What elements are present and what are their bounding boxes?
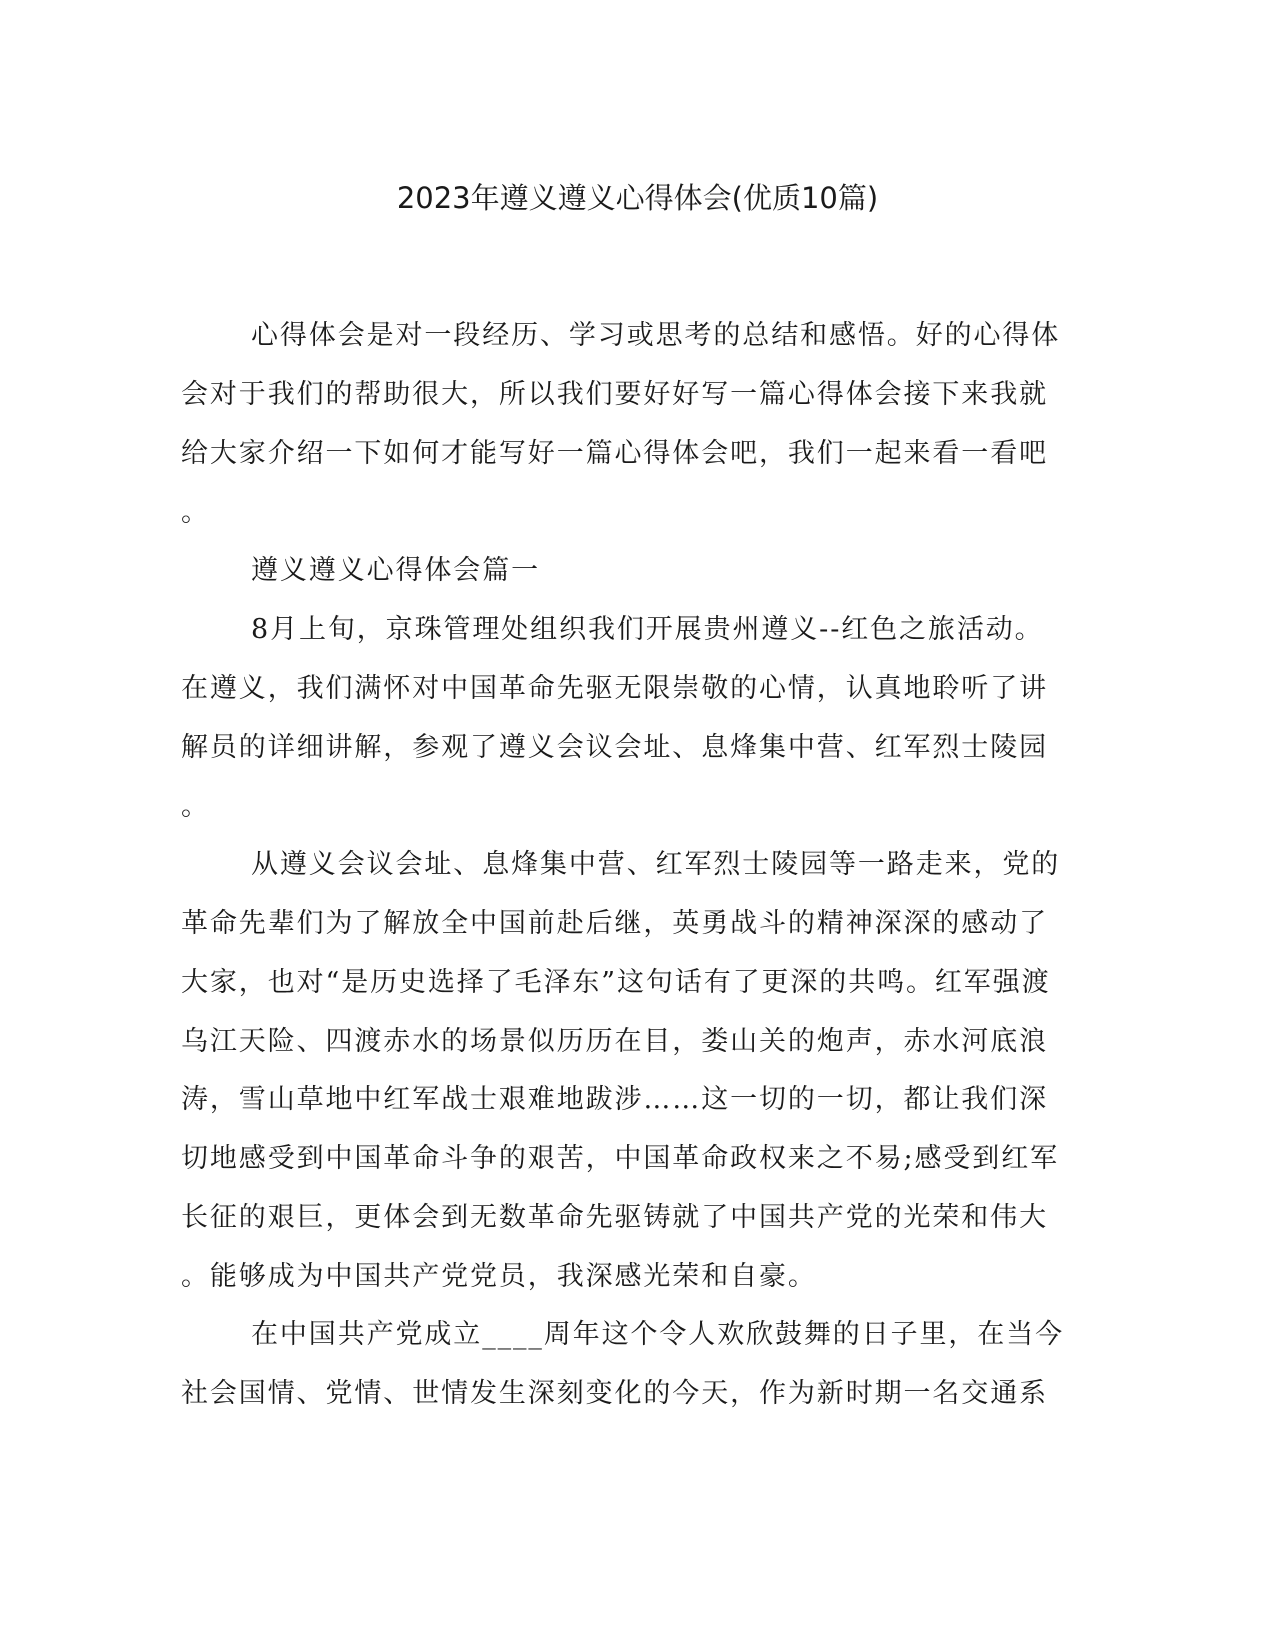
body-line-3: 给大家介绍一下如何才能写好一篇心得体会吧，我们一起来看一看吧 — [181, 438, 1048, 469]
body-line-18: 社会国情、党情、世情发生深刻变化的今天，作为新时期一名交通系 — [181, 1378, 1048, 1409]
body-line-10: 革命先辈们为了解放全中国前赴后继，英勇战斗的精神深深的感动了 — [181, 908, 1048, 939]
body-line-14: 切地感受到中国革命斗争的艰苦，中国革命政权来之不易;感受到红军 — [181, 1143, 1059, 1174]
document-title: 2023年遵义遵义心得体会(优质10篇) — [396, 181, 879, 215]
body-line-13: 涛，雪山草地中红军战士艰难地跋涉……这一切的一切，都让我们深 — [181, 1084, 1048, 1115]
body-line-12: 乌江天险、四渡赤水的场景似历历在目，娄山关的炮声，赤水河底浪 — [181, 1026, 1048, 1057]
body-line-8: 。 — [181, 791, 210, 822]
body-line-2: 会对于我们的帮助很大，所以我们要好好写一篇心得体会接下来我就 — [181, 379, 1048, 410]
body-line-1: 心得体会是对一段经历、学习或思考的总结和感悟。好的心得体 — [251, 320, 1061, 351]
body-line-5: 8月上旬，京珠管理处组织我们开展贵州遵义--红色之旅活动。 — [251, 614, 1044, 645]
body-line-11: 大家，也对“是历史选择了毛泽东”这句话有了更深的共鸣。红军强渡 — [181, 967, 1051, 998]
body-line-17: 在中国共产党成立____周年这个令人欢欣鼓舞的日子里，在当今 — [251, 1319, 1064, 1350]
body-line-6: 在遵义，我们满怀对中国革命先驱无限崇敬的心情，认真地聆听了讲 — [181, 673, 1048, 704]
body-line-15: 长征的艰巨，更体会到无数革命先驱铸就了中国共产党的光荣和伟大 — [181, 1202, 1048, 1233]
body-line-4: 。 — [181, 497, 210, 528]
body-line-7: 解员的详细讲解，参观了遵义会议会址、息烽集中营、红军烈士陵园 — [181, 732, 1048, 763]
body-line-9: 从遵义会议会址、息烽集中营、红军烈士陵园等一路走来，党的 — [251, 849, 1061, 880]
section-heading-1: 遵义遵义心得体会篇一 — [251, 555, 540, 586]
body-line-16: 。能够成为中国共产党党员，我深感光荣和自豪。 — [181, 1261, 817, 1292]
